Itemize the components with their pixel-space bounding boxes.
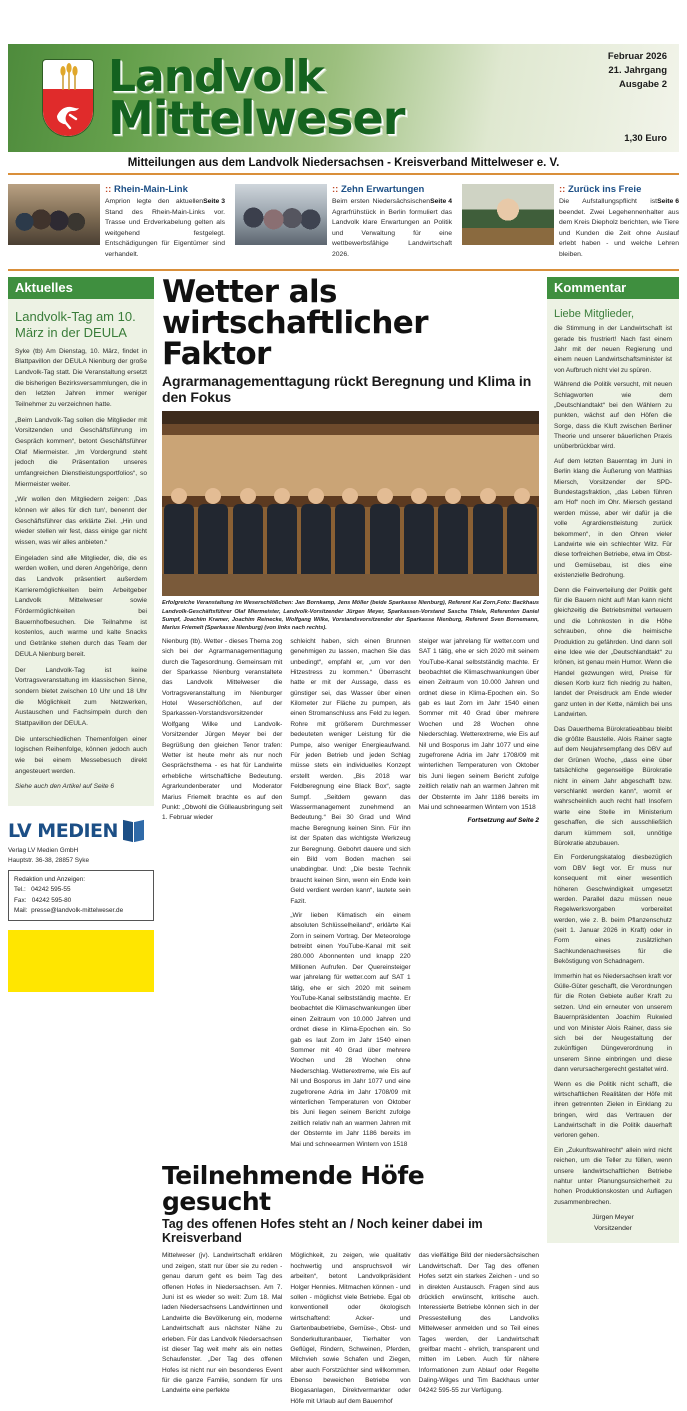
article-column: das vielfältige Bild der niedersächsischen Landwirtschaft. Der Tag des offenen Hofes setzt ein starkes Zeichen - und so in direkten Austausch. Fragen sind aus drücklich erwünscht, kritische auch. Interessierte Betriebe können sich in der Pressestellung des Landvolks Mittelweser anmelden und so Teil eines Tages werden, der Landwirtschaft greifbar macht - ehrlich, transparent und mitten im Leben. Auch für nähere Informationen zum Ablauf oder Regelte Daling-Wilges und Tim Backhaus unter 04242 595-55 zur Verfügung. — [418, 1252, 539, 1395]
teaser-text: Seite 3 Amprion legte den aktuellen Stand des Rhein-Main-Links vor. Trasse und Erdverkabelung gelten als weitgehend festgelegt. Entschädigungen für Eigentümer sind verhandelt. — [105, 198, 225, 258]
teaser-page-ref[interactable]: Seite 3 — [203, 198, 225, 205]
teaser-title-text: Zurück ins Freie — [567, 184, 642, 195]
masthead-title — [108, 50, 405, 146]
open-book-icon — [123, 821, 145, 841]
article-column: Mittelweser (jv). Landwirtschaft erklären und zeigen, statt nur über sie zu reden - genau darum geht es beim Tag des offenen Hofes in Niedersachsen. Am 7. Juni ist es wieder so weit: Zum 18. Mal laden Niedersachsens Landwirtinnen und Landwirte die Bevölkerung ein, moderne Landwirtschaft aus nächster Nähe zu erleben. Für das Landvolk Niedersachsen ist dieser Tag weit mehr als ein nettes Schaufenster. „Der Tag des offenen Hofes ist nicht nur ein besonderes Event für die ganze Familie, sondern für uns Landwirte eine perfekte — [162, 1252, 283, 1395]
kommentar-panel — [547, 299, 679, 1243]
kommentar-signature — [554, 1213, 672, 1235]
main-content-column — [162, 274, 539, 1411]
photo-credit: Foto: Backhaus — [497, 600, 539, 607]
article-column: Nienburg (tb). Wetter - dieses Thema zog sich bei der Agrarmanagementtagung durch die Tagesordnung. Gemeinsam mit der Sparkasse Nienburg veranstaltete das Landvolk Mittelweser die Vortragsveranstaltung im Nienburger Hotel Weserschlößchen, auf der Sparkassen-Vorstandsvorsitzender Wolfgang Wilke und Landvolk-Vorsitzender Jürgen Meyer bei der Begrüßung den gleichen Tenor trafen: Wetter ist heute mehr als nur noch Gesprächsthema - es hat für Landwirte erhebliche wirtschaftliche Bedeutung. Agrarkundenberater und Moderator Marius Friemelt brachte es auf den Punkt: „Obwohl die Gülleausbringung seit 1. Februar wieder — [162, 637, 283, 822]
teaser-page-ref[interactable]: Seite 6 — [657, 198, 679, 205]
masthead-title-line2: Mittelweser — [108, 91, 405, 146]
sidebar-continue-note[interactable]: Siehe auch den Artikel auf Seite 6 — [15, 783, 115, 791]
issue-edition: Ausgabe 2 — [618, 78, 667, 90]
lv-medien-logo-text: LV MEDIEN — [8, 819, 118, 842]
main-article-photo — [162, 411, 539, 596]
masthead — [8, 44, 679, 152]
kommentar-body: die Stimmung in der Landwirtschaft ist gerade bis frustriert! Nach fast einem Jahr mit der neuen Regierung und einem neuen Landwirtschaftsminister ist von Aufbruch nicht viel zu spüren. Während die Politik versucht, mit neuen Schlagworten wie dem „Deutschlandtakt“ bei den Wählern zu punkten, wächst auf den Höfen die Sorge, dass die Kluft zwischen Berliner Theorie und unserer bäuerlichen Praxis unüberbrückbar wird. Auf dem letzten Bauerntag im Juni in Berlin klang die Äußerung von Matthias Miersch, Vorsitzender der SPD-Bundestagsfraktion, „das Leben führen am Hof“ noch im Ohr. Miersch gestand werden müsse, aber wir dafür ja die volle Agrardienstleistung zurück bekommen“, in den Ohren vieler Landwirte wie ein schlechter Witz. Für diese torfreichen Betriebe, etwa im Obst- und Gemüsebau, ist dies eine existenzielle Bedrohung. Denn die Feinverteilung der Politik geht für die Bauern nicht auf! Man kann nicht gleichzeitig die Betriebsmittel verteuern und die Lohnkosten in die Höhe schrauben, ohne die heimische Produktion zu gefährden. Und dann soll eine Idee wie der „Deutschlandtakt“ zu krönen, ist genau mein Humor. Wenn die Handel gezwungen wird, Preise für diesen Korb kurz fich niedrig zu halten, landet der Preisdruck am Ende wieder ganz unten in der Kette, nämlich bei uns Landwirten. Das Dauerthema Bürokratieabbau bleibt die größte Baustelle. Alois Rainer sagte auf dem Neujahrsempfang des DBV auf der Grünen Woche, „dass eine über tatsächliche gegenseitige Bürokratie nicht in einem Jahr abgeschafft bzw. verschlankt werden kann“, womit er wahrscheinlich auch recht hat! Insofern warte eine Stelle im Ministerium geschaffen, die sich ausschließlich darum kümmern soll, unnötige Bürokratie abzubauen. Ein Forderungskatalog diesbezüglich vom DBV liegt vor. Er muss nur konsequent mit einer wesentlich höheren Geschwindigkeit umgesetzt werden. Parallel dazu müssen neue Regelwerksvorgaben vorbereitet werden, wie z. B. beim Pflanzenschutz (seit 1. Januar 2026 in Kraft) oder in Form eines zusätzlichen Sachkundenachweises für die Beköstigung von Schadnagern. Immerhin hat es Niedersachsen kraft vor Gülle-Güter geschafft, die Verordnungen für die Roten Gebiete außer Kraft zu setzen. Und ein erneuter von unserem Bauernpräsidenten Joachim Rukwied und von Minister Alois Rainer, dass sie sich bei der Neugestaltung der zukünftigen Düngeverordnung in unserem Sinne einbringen und diese dann verursachergerecht gestaltet wird. Wenn es die Politik nicht schafft, die wirtschaftlichen Realitäten der Höfe mit ihren getrennten Zielen in Einklang zu bringen, wird das Vertrauen der Landwirtschaft in die Politik dauerhaft verloren gehen. Ein „Zukunftswahlrecht“ allein wird nicht reichen, um die Teller zu füllen, wenn unsere landwirtschaftlichen Betriebe nahtur unter Planungsunsicherheit zu hohen Produktionskosten und Auflagen zusammenbrechen. — [554, 325, 672, 1206]
secondary-subheadline: Tag des offenen Hofes steht an / Noch keiner dabei im Kreisverband — [162, 1217, 483, 1246]
advert-placeholder[interactable] — [8, 930, 154, 992]
kommentar-section-header: Kommentar — [547, 277, 679, 299]
teaser-photo-zehn-erwartungen — [235, 184, 327, 245]
contact-heading: Redaktion und Anzeigen: — [14, 876, 86, 884]
masthead-title-line1: Landvolk — [108, 50, 324, 102]
teaser-title-text: Zehn Erwartungen — [340, 184, 425, 195]
secondary-article — [162, 1160, 539, 1411]
teaser-text: Seite 6 Die Aufstallungspflicht ist beendet. Zwei Legehennenhalter aus dem Kreis Diepholz berichten, wie Tiere und Kunden die Zeit ohne Auslauf erlebt haben - und welche Lehren bleiben. — [559, 198, 679, 258]
teaser-marker: :: — [559, 184, 566, 195]
page-grid — [8, 274, 679, 1411]
sidebar-panel — [8, 299, 154, 806]
teaser-title-text: Rhein-Main-Link — [113, 184, 188, 195]
signature-name: Jürgen Meyer — [592, 1214, 634, 1222]
sidebar-column — [8, 277, 154, 1411]
teaser-item[interactable] — [462, 184, 679, 260]
sidebar-article-body: Syke (tb) Am Dienstag, 10. März, findet in Blattpavillon der DEULA Nienburg der große Landvolk-Tag statt. Die Veranstaltung ersetzt die bisherigen Bezirksversammlungen, die in den letzten Jahren immer weniger Teilnehmer zu verzeichnen hatte. „Beim Landvolk-Tag sollen die Mitglieder mit Vorsitzenden und Geschäftsführung im Gespräch kommen“, betont Geschäftsführer Olaf Miermeister. „Im Vordergrund steht jedoch die Präsentation unseres umfangreichen Dienstleistungsportfolios“, so Miermeister weiter. „Wir wollen den Mitgliedern zeigen: ‚Das können wir alles für dich tun‘, benennt der Geschäftsführer das erklärte Ziel. „Hin und wieder stellen wir fest, dass einige gar nicht wissen, was wir alles anbieten.“ Eingeladen sind alle Mitglieder, die, die es werden wollen, und deren Angehörige, denn das Landvolk präsentiert außerdem Karrieremöglichkeiten beim Arbeitgeber Landvolk Mittelweser sowie Fördermöglichkeiten bei Bauernhofbesuchen. Die Teilnahme ist kostenlos, auch warme und kalte Snacks und Getränke stehen durch das Team der DEULA Nienburg bereit. Der Landvolk-Tag ist keine Vortragsveranstaltung im klassischen Sinne, sondern bietet zwischen 10 Uhr und 18 Uhr die Möglichkeit zum Netzwerken, Austauschen und Fachsimpeln durch den Stattpavillon der DEULA. Die unterschiedlichen Themenfolgen einer logischen Reihenfolge, können jedoch auch wie bei einem Messebesuch direkt angesteuert werden. Siehe auch den Artikel auf Seite 6 — [15, 347, 147, 793]
teaser-title — [105, 184, 225, 195]
teaser-title — [559, 184, 679, 195]
lower-saxony-crest-icon — [42, 59, 94, 137]
article-column: steiger war jahrelang für wetter.com und SAT 1 tätig, ehe er sich 2020 mit seinem YouTube-Kanal selbstständig machte. Er beobachtet die Klimaschwankungen über einen Zeitraum von 10.000 Jahren und ordnet diese in Klima-Epochen ein. So gab es laut Zorn im Jahr 1540 einen Sommer mit 40 Grad über mehrere Wochen und 28 Wochen ohne Niederschlag. Wetterextreme, wie Eis auf Nil und Bosporus im Jahr 1077 und eine zugefrorene Adria im Jahr 1708/09 mit winterlichen Temperaturen von Oktober bis Juni liegen seinem Bericht zufolge zeitlich relativ nah an warmen Jahren mit der Obsternte im Jahr 1186 bereits im Mai und schneearmen Wintern von 1518 Fortsetzung auf Seite 2 — [418, 637, 539, 825]
issue-date: Februar 2026 — [607, 51, 667, 62]
teaser-photo-zurueck-ins-freie — [462, 184, 554, 245]
main-subheadline: Agrarmanagementtagung rückt Beregnung und Klima in den Fokus — [162, 373, 532, 406]
issue-price: 1,30 Euro — [624, 133, 667, 144]
lv-medien-address: Verlag LV Medien GmbH Hauptstr. 36-38, 28857 Syke — [8, 846, 89, 864]
main-continue-note[interactable]: Fortsetzung auf Seite 2 — [467, 817, 539, 825]
teaser-photo-rhein-main-link — [8, 184, 100, 245]
divider-top — [8, 173, 679, 175]
lv-medien-imprint — [8, 814, 154, 992]
secondary-headline: Teilnehmende Höfe gesucht — [162, 1160, 425, 1217]
teaser-marker: :: — [332, 184, 339, 195]
teaser-marker: :: — [105, 184, 112, 195]
sidebar-section-header: Aktuelles — [8, 277, 154, 299]
contact-tel[interactable]: Tel.: 04242 595-55 — [14, 886, 71, 894]
teaser-title — [332, 184, 452, 195]
main-photo-caption: Foto: Backhaus Erfolgreiche Veranstaltung im Weserschlößchen: Jan Bornkamp, Jens Möller (beide Sparkasse Nienburg), Referent Kai Zorn, Landvolk-Geschäftsführer Olaf Miermeister, Landvolk-Vorsitzender Jürgen Meyer, Sparkassen-Vorstand Sascha Thiele, Referenten Daniel Sumpf, Joachim Kramer, Joachim Reinecke, Wolfgang Wilke, Vorstandsvorsitzender der Sparkasse Nienburg, Referent Sven Bornemann, Marius Friemelt (Sparkasse Nienburg) (von links nach rechts). — [162, 600, 539, 632]
teaser-page-ref[interactable]: Seite 4 — [430, 198, 452, 205]
divider-teasers — [8, 269, 679, 271]
teaser-item[interactable] — [8, 184, 225, 260]
kommentar-greeting: Liebe Mitglieder, — [554, 308, 635, 321]
teaser-item[interactable] — [235, 184, 452, 260]
main-article-columns — [162, 637, 539, 1154]
article-column: schleicht haben, sich einen Brunnen genehmigen zu lassen, machen Sie das unbedingt“, empfahl er, „um vor den Hitzestress zu kommen.“ Überrascht hatte er mit der Aussage, dass es günstiger sei, das Wasser über einen Kilometer zur Fläche zu pumpen, als einen Stromanschluss ans Feld zu legen. Rohre mit größerem Durchmesser bedeuteten weniger Leistung für die Pumpe, also weniger Energieaufwand. Für jeden Betrieb und jeden Schlag müsse stets ein individuelles Konzept erstellt werden. „Bis 2018 war Feldberegnung eine Black Box“, sagte Sumpf. „Seitdem gewann das Wassermanagement zunehmend an Bedeutung.“ Bei 30 Grad und Wind mache Beregnung keinen Sinn. Für ihn ist der Spaten das wichtigste Werkzeug zur Beregnung. Gebohrt dauere und sich ein Bild vom Boden machen sei unabdingbar. Und: „Die beste Technik braucht keinen Sinn, wenn ein Ende kein Geld verdient werden kann“, lautete sein Fazit. „Wir lieben Klimatisch ein einem absoluten Schlüsselheiland“, erklärte Kai Zorn in seinem Vortrag. Der Meteorologe betreibt einen YouTube-Kanal mit seit 280.000 Abonnenten und knapp 220 Millionen Aufrufen. Der Quereinsteiger war jahrelang für wetter.com auf SAT 1 tätig, ehe er sich 2020 mit seinem YouTube-Kanal selbstständig machte. Er beobachtet die Klimaschwankungen über einen Zeitraum von 10.000 Jahren und ordnet diese in Klima-Epochen ein. So gab es laut Zorn im Jahr 1540 einen Sommer mit 40 Grad über mehrere Wochen und 28 Wochen ohne Niederschlag. Wetterextreme, wie Eis auf Nil und Bosporus im Jahr 1077 und eine zugefrorene Adria im Jahr 1708/09 mit winterlichen Temperaturen von Oktober bis Juni liegen seinem Bericht zufolge zeitlich relativ nah an warmen Jahren mit der Obsternte im Jahr 1186 bereits im Mai und schneearmen Wintern von 1518 — [290, 637, 411, 1148]
issue-meta — [608, 50, 667, 91]
main-headline: Wetter als wirtschaftlicher Faktor — [162, 274, 428, 373]
signature-role: Vorsitzender — [594, 1225, 632, 1233]
article-column: Möglichkeit, zu zeigen, wie qualitativ hochwertig und anspruchsvoll wir arbeiten“, betont Landvolkpräsident Holger Hennies. Mitmachen können - und sollen - möglichst viele Betriebe. Egal ob konventionell oder ökologisch wirtschaftend: Acker- und Gartenbaubetriebe, Gemüse-, Obst- und Sonderkulturanbauer, Tierhalter von Geflügel, Rindern, Schweinen, Pferden, Milchvieh sowie Schafen und Ziegen, aber auch Forstzüchter sind willkommen. Ebenso beweichen Betriebe von Biogasanlagen, Direktvermarkter oder Höfe mit Urlaub auf dem Bauernhof — [290, 1252, 411, 1405]
newspaper-front-page — [0, 44, 687, 1405]
teaser-text: Seite 4 Beim ersten Niedersächsischen Agrarfrühstück in Berlin formuliert das Landvolk klare Erwartungen an Politik und Verwaltung für eine wettbewerbsfähige Landwirtschaft 2026. — [332, 198, 452, 258]
lv-medien-logo-row — [8, 820, 154, 842]
contact-mail[interactable]: Mail: presse@landvolk-mittelweser.de — [14, 906, 124, 914]
issue-volume: 21. Jahrgang — [608, 64, 667, 76]
kommentar-column — [547, 277, 679, 1411]
contact-fax: Fax: 04242 595-80 — [14, 896, 72, 904]
secondary-article-columns — [162, 1251, 539, 1411]
lv-medien-contact-box — [8, 870, 154, 921]
teaser-strip — [8, 181, 679, 265]
masthead-subtitle: Mitteilungen aus dem Landvolk Niedersachsen - Kreisverband Mittelweser e. V. — [8, 152, 679, 173]
sidebar-article-title[interactable]: Landvolk-Tag am 10. März in der DEULA — [15, 309, 136, 341]
